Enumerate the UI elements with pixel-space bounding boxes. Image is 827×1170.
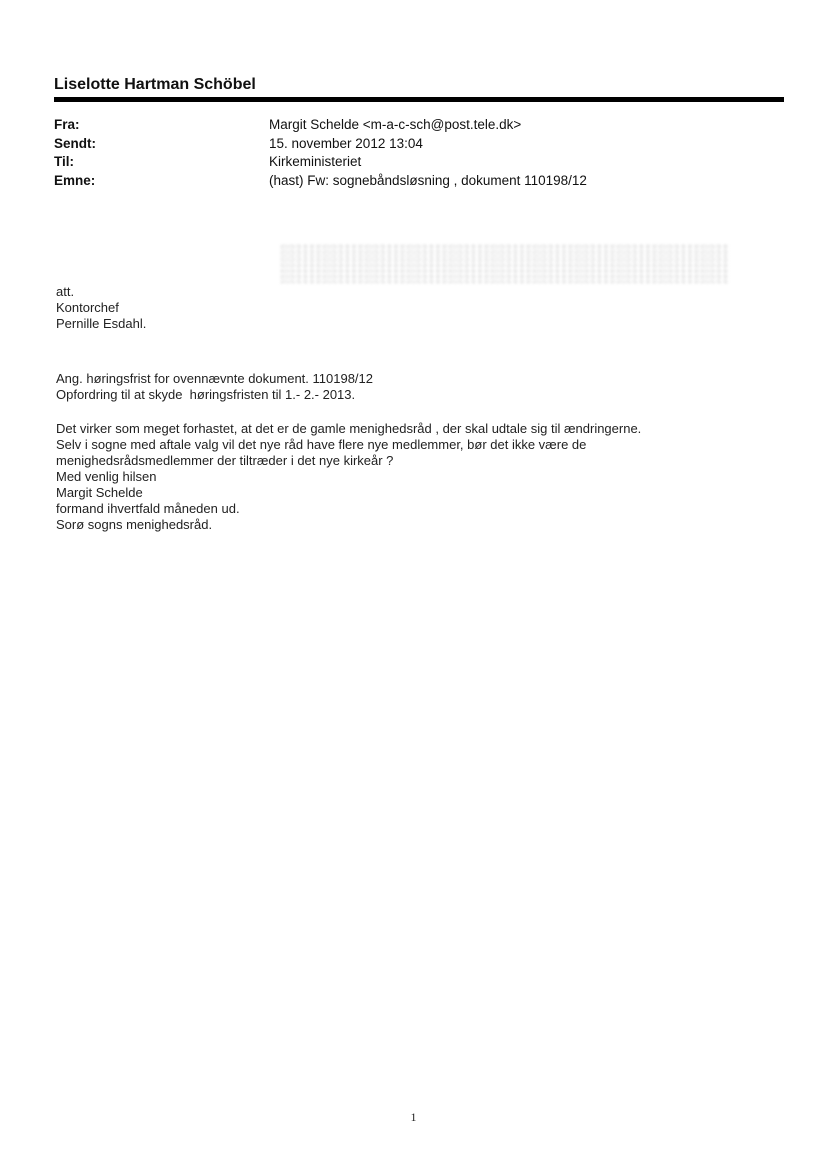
header-rule xyxy=(54,97,784,102)
email-header xyxy=(54,116,754,190)
body-line: Kontorchef xyxy=(56,300,119,315)
page-number: 1 xyxy=(410,1110,417,1124)
signature-organization: Sorø sogns menighedsråd. xyxy=(56,517,213,532)
subject-paragraph xyxy=(56,371,776,403)
body-line: menighedsrådsmedlemmer der tiltræder i det nye kirkeår ? xyxy=(56,453,394,468)
body-line: att. xyxy=(56,284,75,299)
body-line: Ang. høringsfrist for ovennævnte dokument. 110198/12 xyxy=(56,371,374,386)
redacted-area xyxy=(280,244,730,284)
sent-label: Sendt: xyxy=(54,135,96,151)
body-line: Opfordring til at skyde høringsfristen til 1.- 2.- 2013. xyxy=(56,387,356,402)
subject-row xyxy=(54,172,754,191)
body-line: Selv i sogne med aftale valg vil det nye råd have flere nye medlemmer, bør det ikke være de xyxy=(56,437,587,452)
from-label: Fra: xyxy=(54,117,80,132)
body-line: Det virker som meget forhastet, at det er de gamle menighedsråd , der skal udtale sig til ændringerne. xyxy=(56,421,642,436)
document-owner-name: Liselotte Hartman Schöbel xyxy=(54,76,256,93)
to-label: Til: xyxy=(54,154,74,169)
from-row xyxy=(54,116,754,135)
signature-name: Margit Schelde xyxy=(56,485,143,500)
attention-block xyxy=(56,284,776,332)
sent-row xyxy=(54,135,754,154)
closing-line: Med venlig hilsen xyxy=(56,469,157,484)
subject-value: (hast) Fw: sognebåndsløsning , dokument 110198/12 xyxy=(269,172,587,188)
signature-title: formand ihvertfald måneden ud. xyxy=(56,501,240,516)
from-value: Margit Schelde <m-a-c-sch@post.tele.dk> xyxy=(269,117,522,132)
subject-label: Emne: xyxy=(54,172,96,188)
body-line: Pernille Esdahl. xyxy=(56,316,147,331)
main-paragraph xyxy=(56,421,776,533)
to-row xyxy=(54,153,754,172)
sent-value: 15. november 2012 13:04 xyxy=(269,135,423,151)
to-value: Kirkeministeriet xyxy=(269,154,362,169)
